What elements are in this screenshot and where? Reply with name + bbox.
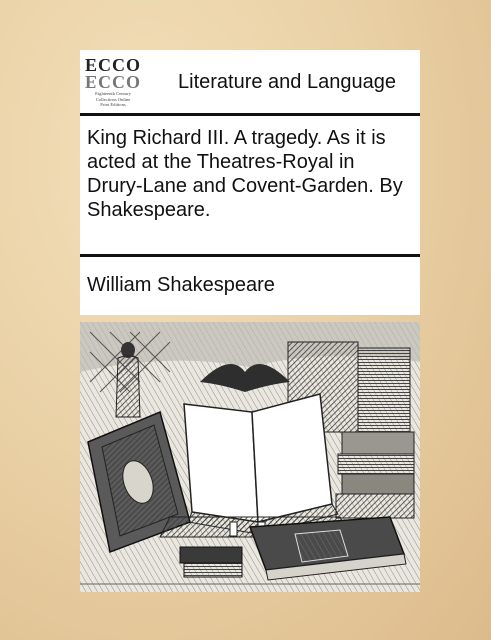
title-panel [80,116,420,254]
logo-subtitle-line-2: Collections Online [95,96,131,102]
engraving-image [80,322,420,592]
book-title: King Richard III. A tragedy. As it is acted at the Theatres-Royal in Drury-Lane and Covent-Garden. By Shakespeare. [87,127,403,221]
cover-illustration [80,322,420,592]
series-header [80,50,420,114]
logo-mark: ECCO [84,55,141,75]
logo-subtitle-line-1: Eighteenth Century [95,91,131,96]
small-books-front [180,547,242,577]
open-book [184,394,338,534]
logo-subtitle [84,91,142,108]
logo-mark-reflection: ECCO [84,72,141,92]
ecco-logo [84,54,142,110]
series-name: Literature and Language [178,71,396,93]
logo-subtitle-line-3: Print Editions [100,102,126,107]
author-panel [80,257,420,315]
book-author: William Shakespeare [87,274,275,296]
